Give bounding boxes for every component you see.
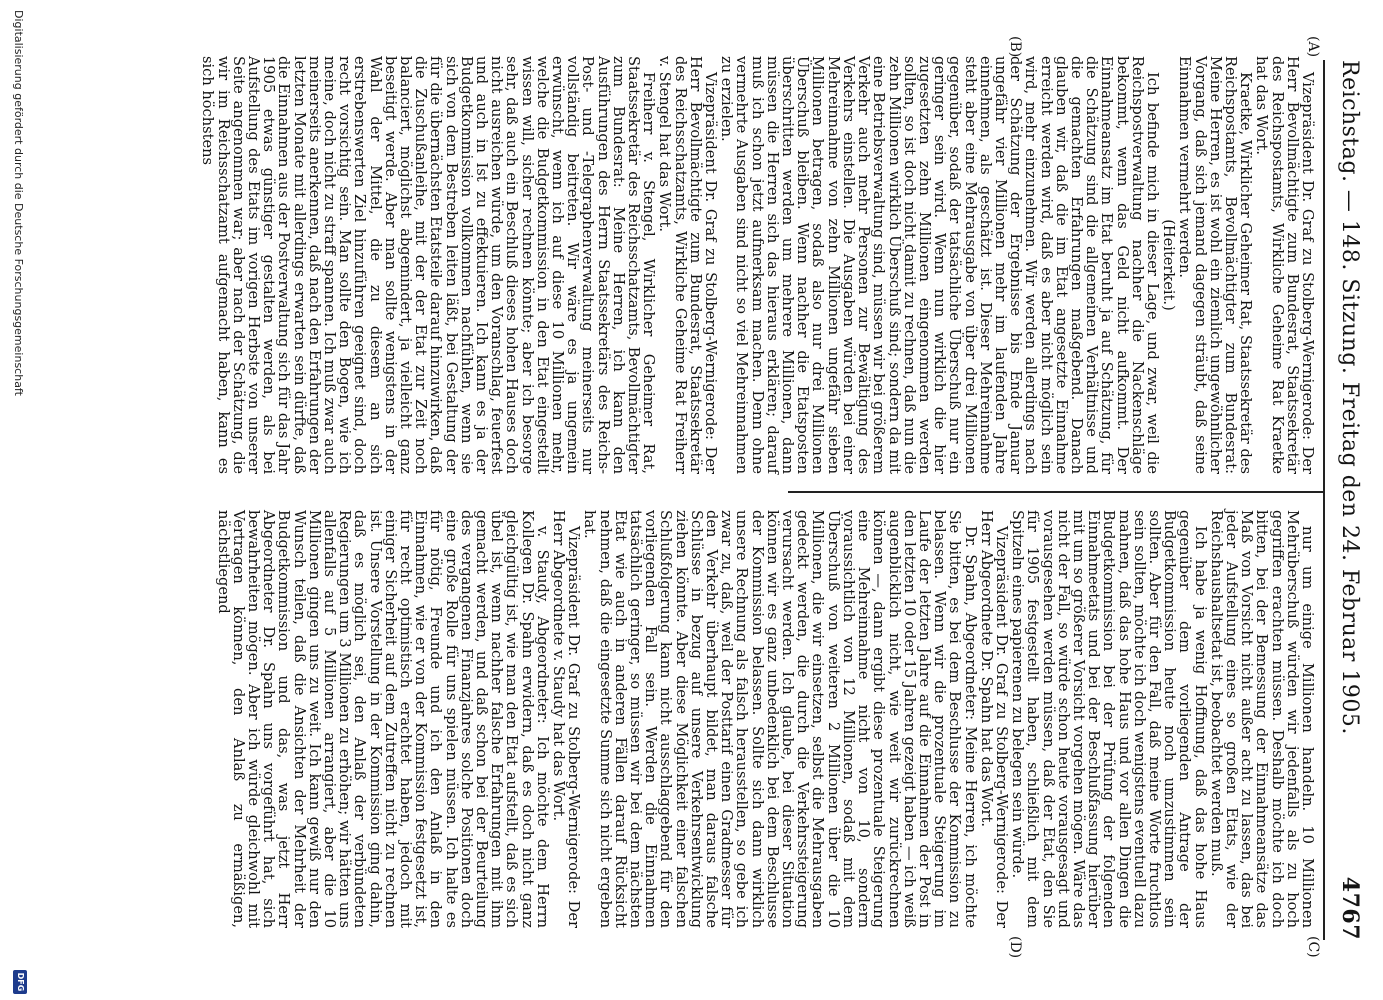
margin-marker-c: (C) bbox=[1305, 936, 1321, 958]
digitization-credit: Digitalisierung gefördert durch die Deutsche Forschungsgemeinschaft bbox=[12, 10, 25, 396]
text-column-right bbox=[214, 510, 1316, 928]
paragraph: v. Staudy, Abgeordneter: Ich möchte dem Herrn Kollegen Dr. Spahn erwidern, daß es doch nicht ganz gleichgültig ist, wie man den Etat aufstellt, daß es sich übel ist, wenn nachher falsche Erfahrungen mit ihm gemacht werden, und daß schon bei der Beurteilung des vergangenen Finanzjahres solche Positionen doch eine große Rolle für uns spielen müssen. Ich halte es für nötig, Freunde und ich den Anlaß in den Einnahmen, wie er von der Kommission festgesetzt ist, für recht optimistisch erachtet haben, jedoch mit einiger Sicherheit auf dem Zutreffen nicht zu rechnen ist. Unsere Vorstellung in der Kommission ging dahin, daß es möglich sei, den Anlaß der verbündeten Regierungen um 3 Millionen zu erhöhen; wir hätten uns allenfalls auf 5 Millionen arrangiert, aber die 10 Millionen gingen uns zu weit. Ich kann gewiß nur den Wunsch teilen, daß die Ansichten der Mehrheit der Budgetkommission und das, was jetzt Herr Abgeordneter Dr. Spahn uns vorgeführt hat, sich bewahrheiten mögen. Aber ich würde gleichwohl mit Vertragen können, den Anlaß zu ermäßigen, nächstliegend bbox=[214, 510, 551, 928]
paragraph: Ich befinde mich in dieser Lage, und zwar, weil die Reichspostverwaltung nachher die Nackenschläge bekommt, wenn das Geld nicht aufkommt. Der Einnahmeansatz im Etat beruht ja auf Schätzung, für die Schätzung sind die allgemeinen Verhältnisse und die gemachten Erfahrungen maßgebend. Danach glauben wir, daß die im Etat angesetzte Einnahme erreicht werden wird, daß es aber nicht möglich sein wird, mehr einzunehmen. Wir werden allerdings nach der Schätzung der Ergebnisse bis Ende Januar ungefähr vier Millionen mehr im laufenden Jahre einnehmen, als geschätzt ist. Dieser Mehreinnahme steht aber eine Mehrausgabe von über drei Millionen gegenüber, sodaß der tatsächliche Überschuß nur ein geringer sein wird. Wenn nun wirklich die hier zugesetzten zehn Millionen eingenommen werden sollten, so ist doch nicht damit zu rechnen, daß nun die zehn Millionen wirklich Überschuß sind; sondern da mit eine Betriebsverwaltung sind, müssen wir bei größerem Verkehr auch mehr Personen zur Bewältigung des Verkehrs einstellen. Die Ausgaben würden bei einer Mehreinnahme von zehn Millionen ungefähr sieben Millionen betragen, sodaß also nur drei Millionen Überschuß bleiben. Wenn nachher die Etatsposten überschritten werden um mehrere Millionen, dann müssen die Herren sich das hieraus erklären; darauf muß ich schon jetzt aufmerksam machen. Denn ohne vermehrte Ausgaben sind nicht so viel Mehreinnahmen zu erzielen. bbox=[718, 56, 1161, 474]
header-title: Reichstag. — 148. Sitzung. Freitag den 24. Februar 1905. bbox=[1337, 60, 1363, 735]
page-number: 4767 bbox=[1337, 876, 1363, 940]
paragraph: Vizepräsident Dr. Graf zu Stolberg-Wernigerode: Der Herr Abgeordnete v. Staudy hat das Wort. bbox=[550, 510, 583, 928]
paragraph: (Heiterkeit.) bbox=[1160, 219, 1178, 311]
paragraph: Freiherr v. Stengel, Wirklicher Geheimer Rat, Staatssekretär des Reichsschatzamts, Bevollmächtigter zum Bundesrat: Meine Herren, ich kann den Ausführungen des Herrn Staatssekretärs des Reichs-Post- und -Telegraphenverwaltung meinerseits nur vollständig beitreten. Wir wäre es ja ungemein erwünscht, wenn ich auf diese 10 Millionen mehr, welche die Budgetkommission in den Etat eingestellt wissen will, sicher rechnen könnte; aber ich besorge sehr, daß auch ein Beschluß dieses hohen Hauses doch nicht ausreichen würde, um den Voranschlag, feuerfest und auch in Ist zu effektuieren. Ich kann es ja der Budgetkommission vollkommen nachfühlen, wenn sie sich von dem Bestreben leiten läßt, bei Gestaltung der für die übernächsten Etatsteile darauf hinzuwirken, daß die Zuschußanleihe, mit der der Etat zur Zeit noch balanciert, möglichst abgemindert, ja vielleicht ganz beseitigt werde. Aber man sollte wenigstens in der Wahl der Mittel, die zu diesem an sich erstrebenswerten Ziel hinzuführen geeignet sind, doch recht vorsichtig sein. Man sollte den Bogen, wie ich meine, doch nicht zu straff spannen. Ich muß zwar auch meinerseits anerkennen, daß nach den Erfahrungen der letzten Monate mit allerdings erwarten sein dürfte, daß die Einnahmen aus der Postverwaltung sich für das Jahr 1905 etwas günstiger gestalten werden, als bei Aufstellung des Etats im vorigen Herbste von unserer Seite angenommen war; aber nach der Schätzung, die wir im Reichsschatzamt aufgemacht haben, kann es sich höchstens bbox=[199, 56, 658, 474]
paragraph: Vizepräsident Dr. Graf zu Stolberg-Wernigerode: Der Herr Bevollmächtigte zum Bundesrat, Staatssekretär des Reichspostamts, Wirkliche Geheime Rat Kraetke hat das Wort. bbox=[1253, 56, 1316, 474]
column-rule bbox=[788, 491, 1323, 493]
paragraph: Kraetke, Wirklicher Geheimer Rat, Staatssekretär des Reichspostamts, Bevollmächtigter zum Bundesrat: Meine Herren, es ist wohl ein ziemlich ungewöhnlicher Vorgang, daß sich jemand dagegen sträubt, daß seine Einnahmen vermehrt werden. bbox=[1176, 56, 1255, 474]
margin-marker-a: (A) bbox=[1305, 36, 1321, 58]
margin-marker-b: (B) bbox=[1007, 36, 1023, 58]
dfg-logo: DFG bbox=[13, 970, 27, 994]
paragraph: nur um einige Millionen handeln. 10 Millionen Mehrüberschuß würden wir jedenfalls als zu hoch gegriffen erachten müssen. Deshalb möchte ich doch bitten, bei der Bemessung der Einnahmeansätze das Maß von Vorsicht nicht außer acht zu lassen, das bei jeder Aufstellung eines so großen Etats, wie der Reichshaushaltsetat ist, beobachtet werden muß. bbox=[1207, 510, 1316, 928]
paragraph: Ich habe ja wenig Hoffnung, daß das hohe Haus gegenüber dem vorliegenden Antrage der Budgetkommission heute noch umzustimmen sein sollten. Aber für den Fall, daß meine Worte fruchtlos sein sollten, möchte ich doch wenigstens eventuell dazu mahnen, daß das hohe Haus und vor allen Dingen die Budgetkommission bei der Prüfung der folgenden Einnahmeetats und bei der Beschlußfassung hierüber mit um so größerer Vorsicht vorgehen mögen. Wäre das nicht der Fall, so würde schon heute vorausgesagt und vorausgesehen werden müssen, daß der Etat, den Sie für 1905 festgestellt haben, schließlich mit dem Spitzeln eines papierenen zu belegen sein würde. bbox=[1009, 510, 1209, 928]
header-rule bbox=[1323, 60, 1325, 940]
margin-marker-d: (D) bbox=[1007, 936, 1023, 959]
footer bbox=[5, 10, 29, 990]
running-header bbox=[1335, 60, 1365, 940]
paragraph: Vizepräsident Dr. Graf zu Stolberg-Wernigerode: Der Herr Abgeordnete Dr. Spahn hat das Wort. bbox=[977, 510, 1010, 928]
text-column-left bbox=[199, 56, 1316, 474]
paragraph: Dr. Spahn, Abgeordneter: Meine Herren, ich möchte Sie bitten, es bei dem Beschlusse der Kommission zu belassen. Wenn wir die prozentuale Steigerung im Laufe der letzten Jahre auf die Einnahmen der Post in den letzten 10 oder 15 Jahren gezeigt haben — ich weiß augenblicklich nicht, wie weit wir zurückrechnen können —, dann ergibt diese prozentuale Steigerung eine Mehreinnahme nicht von 10, sondern voraussichtlich von 12 Millionen, sodaß mit dem Überschuß von weiteren 2 Millionen über die 10 Millionen, die wir einsetzen, selbst die Mehrausgaben gedeckt werden, die durch die Verkehrssteigerung verursacht werden. Ich glaube, bei dieser Situation können wir es ganz unbedenklich bei dem Beschlusse der Kommission belassen. Sollte sich dann wirklich unsere Rechnung als falsch herausstellen, so gebe ich zwar zu, daß, weil der Posttarif einen Gradmesser für den Verkehr überhaupt bildet, man daraus falsche Schlüsse in bezug auf unsere Verkehrsentwicklung ziehen könnte. Aber diese Möglichkeit einer falschen Schlußfolgerung kann nicht ausschlaggebend für den vorliegenden Fall sein. Werden die Einnahmen tatsächlich geringer, so müssen wir bei dem nächsten Etat wie auch in anderen Fällen darauf Rücksicht nehmen, daß die eingesetzte Summe sich nicht ergeben hat. bbox=[581, 510, 979, 928]
paragraph: Vizepräsident Dr. Graf zu Stolberg-Wernigerode: Der Herr Bevollmächtigte zum Bundesrat, Staatssekretär des Reichsschatzamts, Wirkliche Geheime Rat Freiherr v. Stengel hat das Wort. bbox=[656, 56, 720, 474]
